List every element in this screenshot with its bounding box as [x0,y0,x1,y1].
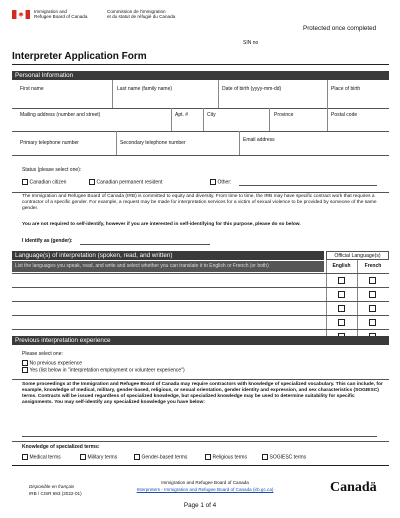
checkbox[interactable] [22,179,28,185]
specialized-input[interactable] [22,436,377,437]
checkbox[interactable] [80,454,86,460]
mailing-address-field[interactable]: Mailing address (number and street) [20,112,101,118]
identify-as-input[interactable] [80,244,210,245]
option-label: No previous experience [29,360,83,367]
postal-code-field[interactable]: Postal code [331,112,358,118]
french-checkbox-3[interactable] [369,305,376,312]
status-option-label: Canadian citizen [29,179,67,186]
col-divider [203,108,204,131]
term-label: Military terms [87,454,118,461]
agency-name-en [34,9,87,20]
english-checkbox-3[interactable] [338,305,345,312]
select-one-label: Please select one: [22,351,63,357]
footer-link[interactable]: Interpreters - Immigration and Refugee Board of Canada (irb.gc.ca) [136,487,274,492]
protected-label: Protected once completed [303,25,377,32]
section-personal-information: Personal Information [12,71,389,80]
french-checkbox-2[interactable] [369,291,376,298]
bottom-rule [12,465,389,466]
row-divider-3 [12,155,389,156]
identify-as-label: I identify as (gender): [22,238,73,244]
col-divider [239,131,240,155]
agency-fr-line-1: Commission de l'immigration [107,9,166,14]
form-number: IRB / CISR 693 (2022-01) [29,491,82,496]
checkbox[interactable] [22,454,28,460]
checkbox[interactable] [22,367,28,373]
language-input-3[interactable] [14,302,324,314]
status-option-label: Canadian permanent resident [96,179,163,186]
row-divider-2 [12,131,389,132]
col-divider [327,108,328,131]
col-divider [269,108,270,131]
col-divider [218,80,219,108]
col-divider [171,108,172,131]
col-divider [116,131,117,155]
term-military[interactable] [80,454,117,461]
language-input-4[interactable] [14,316,324,328]
status-permanent-resident[interactable] [89,179,162,186]
specialized-vocabulary-statement: Some proceedings at the Immigration and Refugee Board of Canada may require contractors with knowledge of specialized vocabulary. This can include, for example, knowledge of medical, military, gender-based, religious, or sexual orientation, gender identity and expression, and sex characteristics (SOGIESC) terms. Contracts will be issued regardless of specialized knowledge, but specialized knowledge may be used to determine suitability for specific assignments. You may self-identify any specialized knowledge you have below: [22,382,383,405]
checkbox[interactable] [210,179,216,185]
term-label: Medical terms [29,454,61,461]
col-divider [112,80,113,108]
status-label: Status (please select one): [22,167,82,173]
section-languages: Language(s) of interpretation (spoken, read, and written) [12,251,324,260]
secondary-phone-field[interactable]: Secondary telephone number [120,140,186,146]
email-field[interactable]: Email address [243,137,275,143]
term-label: Religious terms [212,454,247,461]
term-label: Gender-based terms [141,454,188,461]
term-sogiesc[interactable] [262,454,306,461]
term-gender-based[interactable] [134,454,187,461]
status-canadian-citizen[interactable] [22,179,66,186]
row-divider-1 [12,108,389,109]
row-divider-5 [12,379,389,380]
option-label: Yes (list below in "interpretation employment or volunteer experience") [29,367,185,374]
english-checkbox-4[interactable] [338,319,345,326]
page-number: Page 1 of 4 [183,502,217,509]
term-religious[interactable] [205,454,247,461]
col-divider [327,80,328,108]
primary-phone-field[interactable]: Primary telephone number [20,140,79,146]
checkbox[interactable] [89,179,95,185]
row-divider-4 [12,192,389,193]
disponible-en-francais: Disponible en français [29,484,75,489]
form-title: Interpreter Application Form [12,51,147,62]
date-of-birth-field[interactable]: Date of birth (yyyy-mm-dd) [222,86,282,92]
first-name-field[interactable]: First name [20,86,44,92]
agency-en-line-2: Refugee Board of Canada [34,14,88,20]
status-option-label: Other: [217,179,232,186]
english-checkbox-1[interactable] [338,277,345,284]
official-languages-header: Official Language(s) [326,251,389,260]
english-checkbox-2[interactable] [338,291,345,298]
equity-statement: The Immigration and Refugee Board of Canada (IRB) is committed to equity and diversity. From time to time, the IRB may have specific contract work that requires a contractor of a specific gender. For example, a request may be made for interpretation services for a victim of sexual violence to be provided by someone of the same gender. [22,194,377,211]
section-previous-experience: Previous interpretation experience [12,336,389,345]
canada-wordmark: Canadä [330,480,377,495]
title-rule [12,64,389,65]
language-input-2[interactable] [14,288,324,300]
city-field[interactable]: City [207,112,216,118]
checkbox[interactable] [134,454,140,460]
col-french: French [364,263,382,269]
place-of-birth-field[interactable]: Place of birth [331,86,361,92]
status-other[interactable] [210,179,231,186]
not-required-statement: You are not required to self-identify, however if you are interested in self-identifying for this purpose, please do so below. [22,222,301,227]
checkbox[interactable] [22,360,28,366]
language-input-1[interactable] [14,274,324,286]
canada-flag-icon [12,10,30,19]
languages-instruction: List the languages you speak, read, and write and select whether you can translate it to English or French (or both) [12,261,324,272]
french-checkbox-1[interactable] [369,277,376,284]
sin-label: SIN no [243,40,259,46]
checkbox[interactable] [262,454,268,460]
agency-fr-line-2: et du statut de réfugié du Canada [107,14,176,20]
status-other-input[interactable] [239,185,377,186]
term-label: SOGIESC terms [269,454,307,461]
last-name-field[interactable]: Last name (family name) [117,86,173,92]
agency-name-fr [107,9,175,20]
option-no-experience[interactable] [22,360,82,367]
apt-field[interactable]: Apt. # [175,112,189,118]
french-checkbox-4[interactable] [369,319,376,326]
col-english: English [332,263,351,269]
row-divider-6 [12,441,389,442]
term-medical[interactable] [22,454,61,461]
knowledge-label: Knowledge of specialized terms: [22,444,100,450]
checkbox[interactable] [205,454,211,460]
footer-agency: Immigration and Refugee Board of Canada [161,480,249,485]
province-field[interactable]: Province [274,112,294,118]
option-yes-experience[interactable] [22,367,185,374]
sin-field[interactable] [265,38,389,47]
agency-en-line-1: Immigration and [34,9,67,14]
